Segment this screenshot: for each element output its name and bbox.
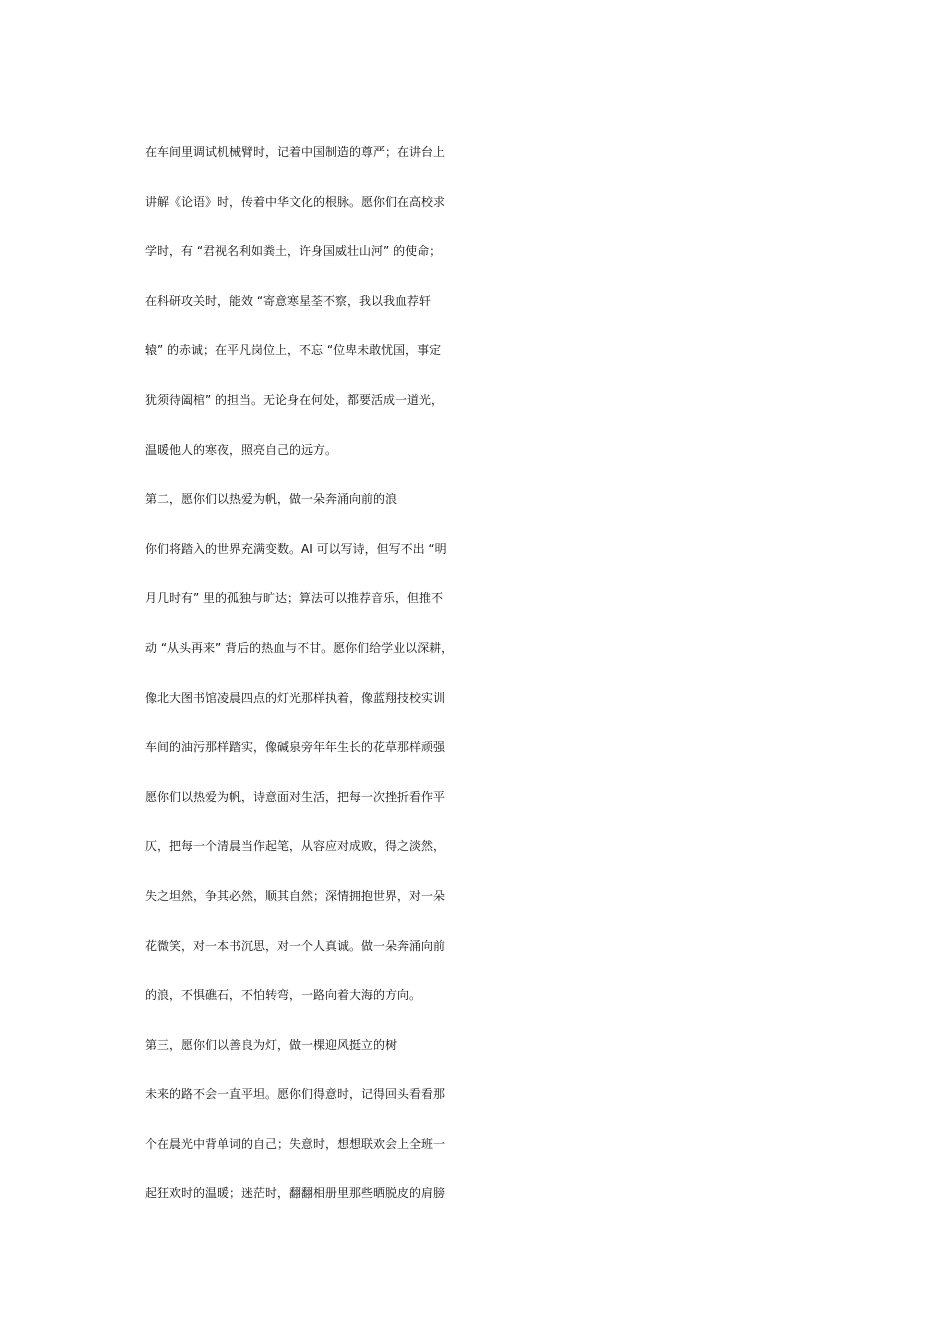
text-line: 学时，有 “君视名利如粪土，许身国威壮山河” 的使命； [145,244,442,259]
body-text [145,128,845,1219]
text-line: 个在晨光中背单词的自己；失意时，想想联欢会上全班一 [145,1136,446,1151]
text-line: 失之坦然，争其必然，顺其自然；深情拥抱世界，对一朵 [145,888,446,903]
text-line: 的浪，不惧礁石，不怕转弯，一路向着大海的方向。 [145,988,422,1003]
text-line: 未来的路不会一直平坦。愿你们得意时，记得回头看看那 [145,1087,446,1102]
text-line: 在科研攻关时，能效 “寄意寒星荃不察，我以我血荐轩 [145,293,432,308]
text-line: 辕” 的赤诚；在平凡岗位上，不忘 “位卑未敢忧国，事定 [145,343,442,358]
text-line: 你们将踏入的世界充满变数。AI 可以写诗，但写不出 “明 [145,541,447,556]
text-line: 犹须待阖棺” 的担当。无论身在何处，都要活成一道光， [145,392,444,407]
text-line: 愿你们以热爱为帆，诗意面对生活，把每一次挫折看作平 [145,789,446,804]
text-line: 讲解《论语》时，传着中华文化的根脉。愿你们在高校求 [145,194,446,209]
text-line: 车间的油污那样踏实，像碱泉旁年年生长的花草那样顽强 [145,740,446,755]
section-heading-3: 第三，愿你们以善良为灯，做一棵迎风挺立的树 [145,1037,398,1052]
text-line: 起狂欢时的温暖；迷茫时，翻翻相册里那些晒脱皮的肩膀 [145,1186,446,1201]
text-line: 花微笑，对一本书沉思，对一个人真诚。做一朵奔涌向前 [145,938,446,953]
text-line: 动 “从头再来” 背后的热血与不甘。愿你们给学业以深耕， [145,640,454,655]
text-line: 温暖他人的寒夜，照亮自己的远方。 [145,442,338,457]
text-line: 在车间里调试机械臂时，记着中国制造的尊严；在讲台上 [145,145,446,159]
text-line: 月几时有” 里的孤独与旷达；算法可以推荐音乐，但推不 [145,591,444,606]
text-line: 像北大图书馆凌晨四点的灯光那样执着，像蓝翔技校实训 [145,690,446,705]
text-line: 仄，把每一个清晨当作起笔，从容应对成败，得之淡然， [145,839,446,854]
section-heading-2: 第二，愿你们以热爱为帆，做一朵奔涌向前的浪 [145,492,398,507]
